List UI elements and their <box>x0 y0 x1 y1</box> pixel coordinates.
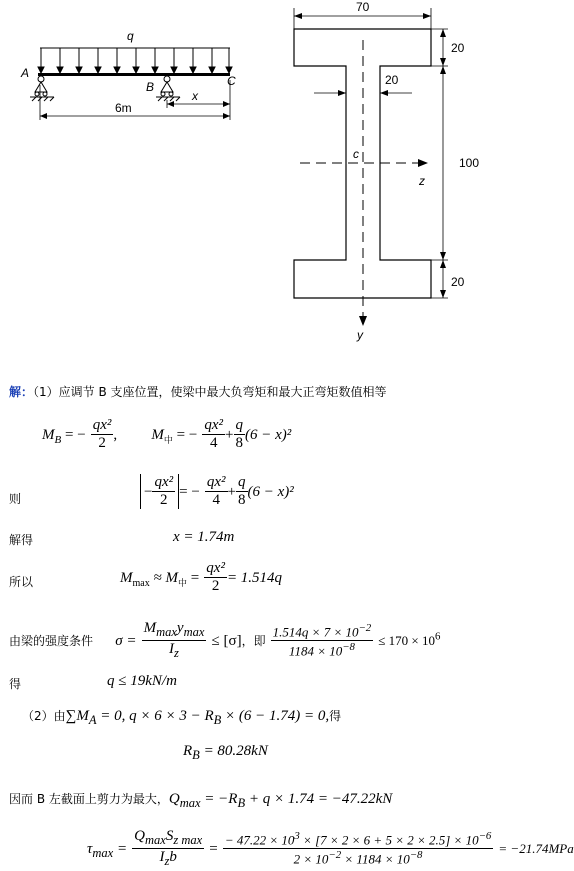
i-section-diagram <box>280 0 563 350</box>
beam <box>38 73 230 76</box>
label-a: A <box>21 66 30 80</box>
label-de: 得 <box>9 677 22 691</box>
dim-20-top: 20 <box>451 41 465 55</box>
label-jie: 解得 <box>9 533 34 547</box>
eq-q: q ≤ 19kN/m <box>107 673 177 689</box>
distributed-load-arrows <box>38 48 232 73</box>
eq-shear: 因而 B 左截面上剪力为最大，$Q_{max} = -R_B + q \times 1.74 = -47.22kN$ <box>9 791 393 810</box>
dim-100: 100 <box>459 156 480 170</box>
eq-part2: （2）由$\sum M_A = 0$, $q \times 6 \times 3 - R_B \times (6 - 1.74) = 0$,得 <box>22 708 342 727</box>
label-suoyi: 所以 <box>9 575 34 589</box>
eq-tau: $\tau_{max}$ = $\frac{Q_{max}S_{z max}}{I_zb}$ = $\frac{- 47.22 \times 10^3 \times [7 \times 2 \times 6 + 5 \times 2 \times 2.5] \times 10^{-6}}{2 \times 10^{-2} \times 1184 \times 10^{-8}}$ = −21.74MPa <box>87 828 574 868</box>
dim-70: 70 <box>356 0 370 14</box>
label-z: z <box>419 174 425 188</box>
label-y: y <box>357 328 363 342</box>
label-6m: 6m <box>115 101 132 115</box>
label-ze: 则 <box>9 492 22 506</box>
eq-abs: − $\frac{\text{qx²}}{2}$ = − $\frac{\text{qx²}}{4}$ + $\frac{q}{8}$ (6 − x)² <box>140 474 294 509</box>
eq-rb: $R_B = 80.28kN$ <box>183 743 268 762</box>
dim-20-bot: 20 <box>451 275 465 289</box>
label-c-centroid: c <box>353 147 359 161</box>
support-a <box>30 76 54 101</box>
label-x: x <box>192 89 198 103</box>
beam-diagram <box>0 0 260 140</box>
eq-strength: 由梁的强度条件 σ = $\frac{M_{max}y_{max}}{I_z}$ ≤ [σ]，即 $\frac{1.514q \times 7 \times 10^{-2}}{1184 \times 10^{-8}}$ ≤ $170 \times 10^6$ <box>9 620 441 660</box>
label-c: C <box>227 74 236 88</box>
eq-mmax: $M_{max} \approx M_中$ = $\frac{\text{qx²}}{2}$ = 1.514q <box>120 560 283 594</box>
eq-x: x = 1.74m <box>173 529 235 545</box>
solution-heading: 解：（1）应调节 B 支座位置，使梁中最大负弯矩和最大正弯矩数值相等 <box>9 385 387 399</box>
dim-20-web: 20 <box>385 73 399 87</box>
eq-mb-mmid: $M_B$ = − $\frac{\text{qx²}}{2}$ , $M_中$ = − $\frac{\text{qx²}}{4}$ + $\frac{q}{8}$ (6 − x)² <box>42 417 292 451</box>
support-b <box>156 76 180 101</box>
label-b: B <box>146 80 155 94</box>
label-q: q <box>127 29 134 43</box>
